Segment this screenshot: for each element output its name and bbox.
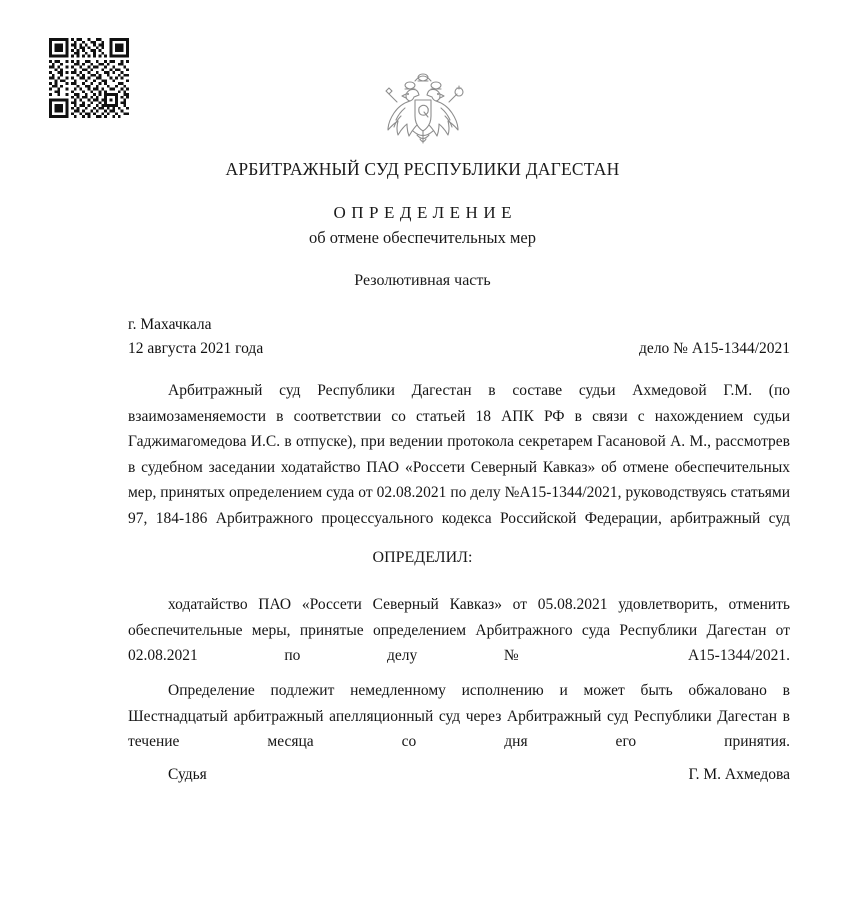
paragraph-ruling-text: ходатайство ПАО «Россети Северный Кавказ» от 05.08.2021 удовлетворить, отменить обеспечительные меры, принятые определением Арбитражного суда Республики Дагестан от 02.08.2021 по делу № А15-1344/2021. <box>128 596 790 664</box>
case-number: дело № А15-1344/2021 <box>639 340 790 357</box>
coat-of-arms-emblem <box>0 68 845 154</box>
signature-role: Судья <box>168 766 207 783</box>
document-date: 12 августа 2021 года <box>128 340 264 357</box>
document-part-label: Резолютивная часть <box>354 272 491 289</box>
date-and-case-row <box>128 340 790 358</box>
city-label: г. Махачкала <box>128 316 212 333</box>
document-subtitle: об отмене обеспечительных мер <box>308 228 536 247</box>
document-type-heading: ОПРЕДЕЛЕНИЕ <box>333 203 517 222</box>
signature-name: Г. М. Ахмедова <box>688 766 790 783</box>
paragraph-court-composition: Арбитражный суд Республики Дагестан в составе судьи Ахмедовой Г.М. (по взаимозаменяемости в соответствии со статьей 18 АПК РФ в связи с нахождением судьи Гаджимагомедова И.С. в отпуске), при ведении протокола секретарем Гасановой А. М., рассмотрев в судебном заседании ходатайство ПАО «Россети Северный Кавказ» об отмене обеспечительных мер, принятых определением суда от 02.08.2021 по делу №А15-1344/2021, руководствуясь статьями 97, 184-186 Арбитражного процессуального кодекса Российской Федерации, арбитражный суд <box>128 382 790 527</box>
signature-row <box>168 766 790 784</box>
paragraph-appeal-procedure: Определение подлежит немедленному исполнению и может быть обжаловано в Шестнадцатый арбитражный апелляционный суд через Арбитражный суд Республики Дагестан в течение месяца со дня его принятия. <box>128 682 790 750</box>
court-name-heading: АРБИТРАЖНЫЙ СУД РЕСПУБЛИКИ ДАГЕСТАН <box>225 159 620 179</box>
ruling-heading: ОПРЕДЕЛИЛ: <box>372 549 473 566</box>
